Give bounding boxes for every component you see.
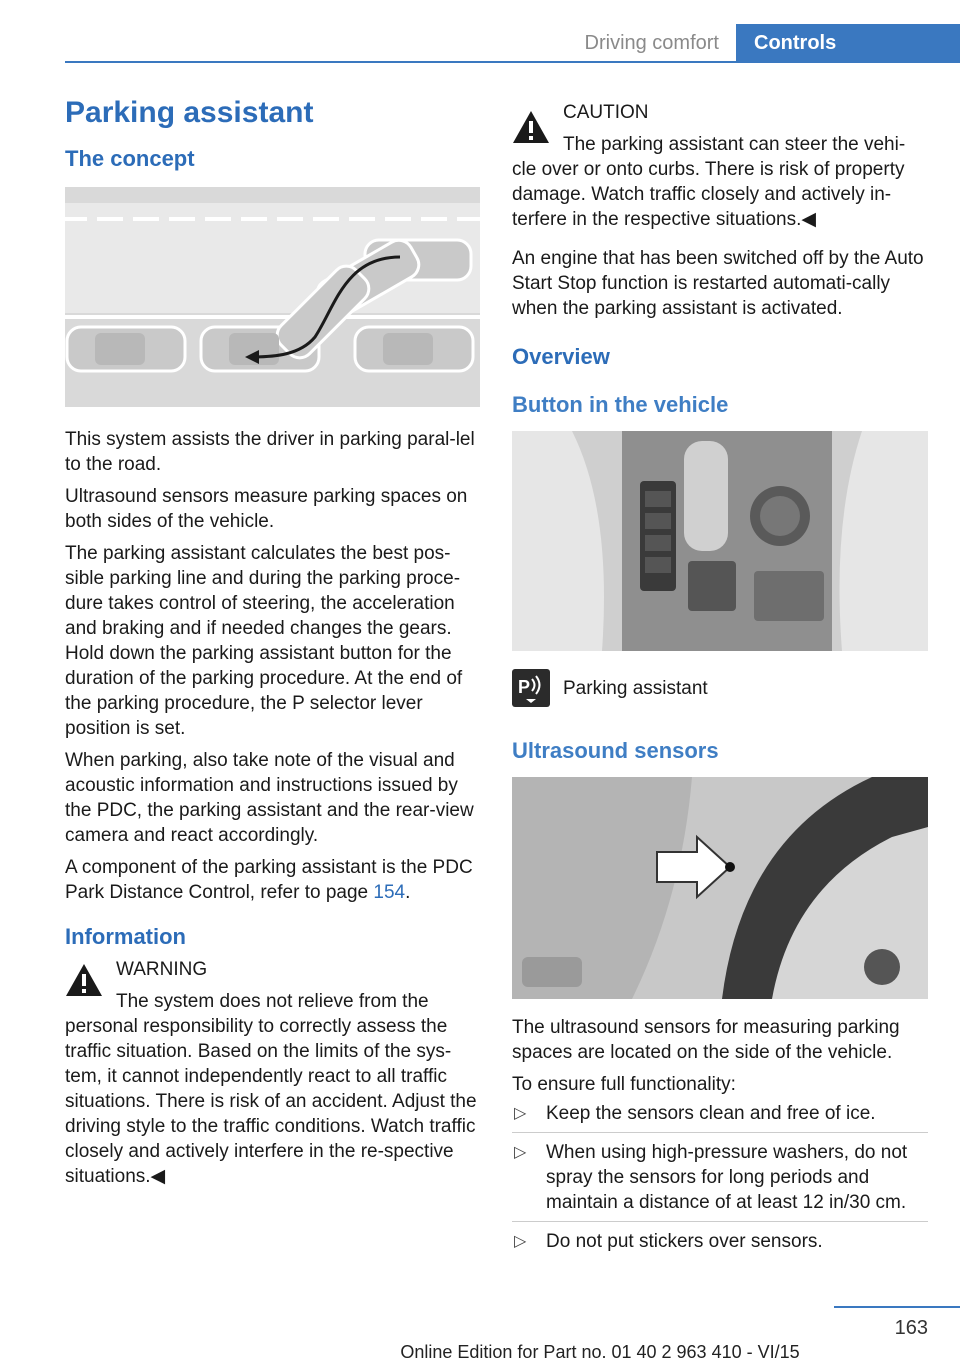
caution-note <box>512 100 928 232</box>
concept-para-4: When parking, also take note of the visual and acoustic information and instructions issued by the PDC, the parking assistant and the rear-view camera and react accordingly. <box>65 750 474 846</box>
bullet-text: When using high-pressure washers, do not spray the sensors for long periods and maintain a distance of at least 12 in/30 cm. <box>546 1142 908 1213</box>
sensor-bullets <box>512 1101 928 1260</box>
parking-assistant-button-row <box>512 669 928 713</box>
page-number: 163 <box>894 1317 928 1339</box>
sensor-photo-graphic <box>512 777 928 999</box>
ensure-text: To ensure full functionality: <box>512 1074 736 1095</box>
header-section: Driving comfort <box>584 32 719 54</box>
bullet-icon: ▷ <box>514 1144 527 1161</box>
concept-para-1: This system assists the driver in parking paral-lel to the road. <box>65 429 475 475</box>
parking-assistant-icon <box>512 669 550 707</box>
left-column <box>65 95 480 1201</box>
header-tab: Controls <box>736 24 960 62</box>
list-item <box>512 1101 928 1133</box>
header-rule <box>65 61 960 63</box>
page-154-link[interactable]: 154 <box>373 882 406 903</box>
page-title: Parking assistant <box>65 96 314 129</box>
overview-heading: Overview <box>512 344 610 369</box>
concept-para-3: The parking assistant calculates the best pos-sible parking line and during the parking proce-dure takes control of steering, the acceleration and braking and if needed changes the gears. Hold down the parking assistant button for the duration of the parking procedure. At the end of the parking procedure, the P selector lever position is set. <box>65 543 463 739</box>
sensor-photo <box>512 777 928 999</box>
bullet-text: Do not put stickers over sensors. <box>546 1231 823 1252</box>
warning-first-line: The system does not relieve from the <box>116 991 429 1012</box>
footer-edition <box>0 1340 960 1365</box>
svg-text:P: P <box>518 677 531 697</box>
concept-para-2: Ultrasound sensors measure parking spaces on both sides of the vehicle. <box>65 486 468 532</box>
button-heading: Button in the vehicle <box>512 392 729 417</box>
list-item <box>512 1140 928 1222</box>
bullet-text: Keep the sensors clean and free of ice. <box>546 1103 876 1124</box>
caution-text: cle over or onto curbs. There is risk of property damage. Watch traffic closely and actively in-terfere in the respective situations.◀ <box>512 159 905 230</box>
page-number-rule <box>834 1306 960 1308</box>
concept-para-5-text: A component of the parking assistant is the PDC Park Distance Control, refer to page <box>65 857 473 903</box>
caution-icon <box>512 110 550 144</box>
bullet-icon: ▷ <box>514 1233 527 1250</box>
footer-text: Online Edition for Part no. 01 40 2 963 410 - VI/15 <box>400 1342 800 1362</box>
right-column <box>512 100 928 1267</box>
console-photo-graphic <box>512 431 928 651</box>
list-item <box>512 1229 928 1260</box>
parking-diagram <box>65 187 480 407</box>
sensors-para: The ultrasound sensors for measuring parking spaces are located on the side of the vehicle. <box>512 1017 900 1063</box>
parking-diagram-graphic <box>65 187 480 407</box>
engine-para: An engine that has been switched off by the Auto Start Stop function is restarted automati-cally when the parking assistant is activated. <box>512 248 924 319</box>
console-photo <box>512 431 928 651</box>
warning-label: WARNING <box>116 959 208 980</box>
concept-para-5-end: . <box>405 882 411 903</box>
bullet-icon: ▷ <box>514 1105 527 1122</box>
information-heading: Information <box>65 924 186 949</box>
sensors-heading: Ultrasound sensors <box>512 738 719 763</box>
caution-first-line: The parking assistant can steer the vehi- <box>563 134 906 155</box>
warning-icon <box>65 963 103 997</box>
warning-text: personal responsibility to correctly assess the traffic situation. Based on the limits of the sys-tem, it cannot independently react to all traffic situations. There is risk of an accident. Adjust the driving style to the traffic conditions. Watch traffic closely and actively interfere in the re-spective situations.◀ <box>65 1016 477 1187</box>
concept-heading: The concept <box>65 146 195 171</box>
caution-label: CAUTION <box>563 102 649 123</box>
warning-note <box>65 957 480 1189</box>
concept-para-5 <box>65 855 480 905</box>
parking-assistant-label: Parking assistant <box>563 678 708 699</box>
